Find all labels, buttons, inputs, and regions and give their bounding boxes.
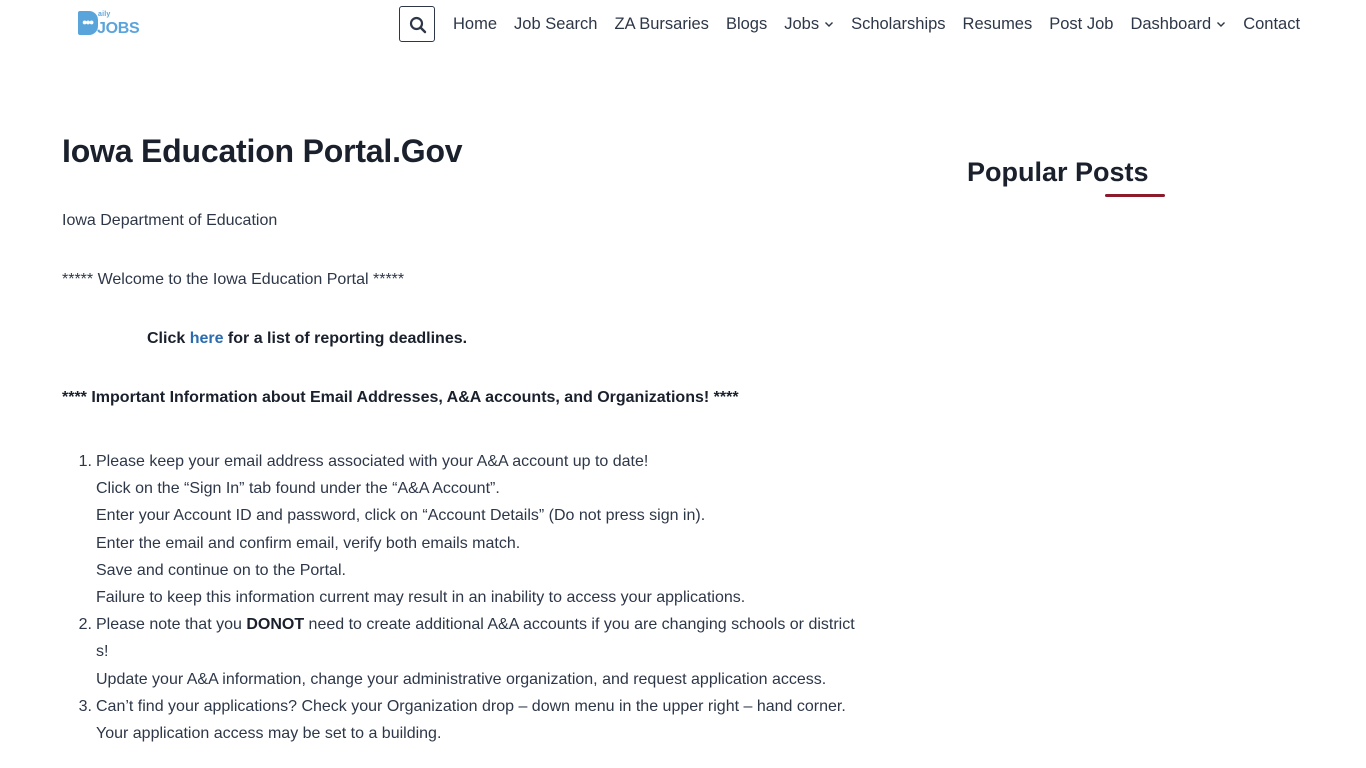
nav-blogs[interactable] [726,15,767,34]
list-text: need to create additional A&A accounts if you are changing schools or district [304,616,855,634]
list-line: Update your A&A information, change your administrative organization, and request application access. [96,670,827,688]
nav-scholarships[interactable] [851,15,945,34]
list-number: 2. [78,616,92,634]
sidebar-title: Popular Posts [967,157,1149,187]
sidebar-title-underline [1105,194,1165,197]
list-line: Enter your Account ID and password, click on “Account Details” (Do not press sign in). [96,507,706,525]
click-prefix: Click [147,330,190,347]
list-item [62,611,912,693]
list-text: Please note that you [96,616,247,634]
nav-dashboard-label: Dashboard [1130,14,1212,33]
chevron-down-icon [1216,19,1226,29]
click-suffix: for a list of reporting deadlines. [223,330,468,347]
nav-dashboard[interactable] [1130,15,1226,34]
list-item-body [96,611,908,693]
nav-za-bursaries[interactable] [614,15,708,34]
nav-post-job-label: Post Job [1049,14,1114,33]
list-line: Please keep your email address associated with your A&A account up to date! [96,453,649,470]
list-bold-text: DONOT [246,616,305,634]
nav-resumes[interactable] [963,15,1033,34]
logo-main-text: JOBS [97,20,140,37]
list-number: 1. [78,453,92,470]
list-line: Failure to keep this information current may result in an inability to access your applications. [96,589,746,607]
info-list [62,448,912,747]
nav-home[interactable] [453,15,497,34]
logo-small-text: aily [98,11,111,18]
list-line: Your application access may be set to a building. [96,725,442,743]
list-item-body [96,448,908,611]
welcome-text: ***** Welcome to the Iowa Education Portal ***** [62,271,405,288]
deadlines-paragraph [147,330,467,348]
site-header [0,0,1366,50]
deadlines-link[interactable]: here [189,330,224,347]
list-line: Can’t find your applications? Check your Organization drop – down menu in the upper right – hand corner. [96,697,846,715]
nav-jobs[interactable] [784,15,834,34]
department-text: Iowa Department of Education [62,212,278,229]
nav-job-search[interactable] [514,15,597,34]
list-line: Enter the email and confirm email, verify both emails match. [96,534,521,552]
logo-people-icon: ●●● [82,17,93,27]
chevron-down-icon [824,19,834,29]
nav-resumes-label: Resumes [962,14,1033,33]
nav-job-search-label: Job Search [514,14,598,33]
nav-za-bursaries-label: ZA Bursaries [614,14,709,33]
nav-contact[interactable] [1243,15,1300,34]
list-item [62,693,912,747]
nav-blogs-label: Blogs [725,14,768,33]
list-line [96,611,908,638]
nav-scholarships-label: Scholarships [851,14,946,33]
main-nav [453,13,1300,35]
list-item [62,448,912,611]
list-item-body [96,693,908,747]
nav-home-label: Home [453,14,498,33]
nav-contact-label: Contact [1243,14,1301,33]
list-line: s! [96,643,109,661]
site-logo[interactable] [78,11,144,37]
list-number: 3. [78,697,92,715]
page-title: Iowa Education Portal.Gov [62,133,463,169]
important-info-heading: **** Important Information about Email Addresses, A&A accounts, and Organizations! **** [62,389,739,406]
list-line: Save and continue on to the Portal. [96,561,346,579]
nav-jobs-label: Jobs [784,14,820,33]
list-line: Click on the “Sign In” tab found under the “A&A Account”. [96,480,500,498]
search-icon [409,16,427,34]
nav-post-job[interactable] [1049,15,1113,34]
search-button[interactable] [399,6,435,42]
